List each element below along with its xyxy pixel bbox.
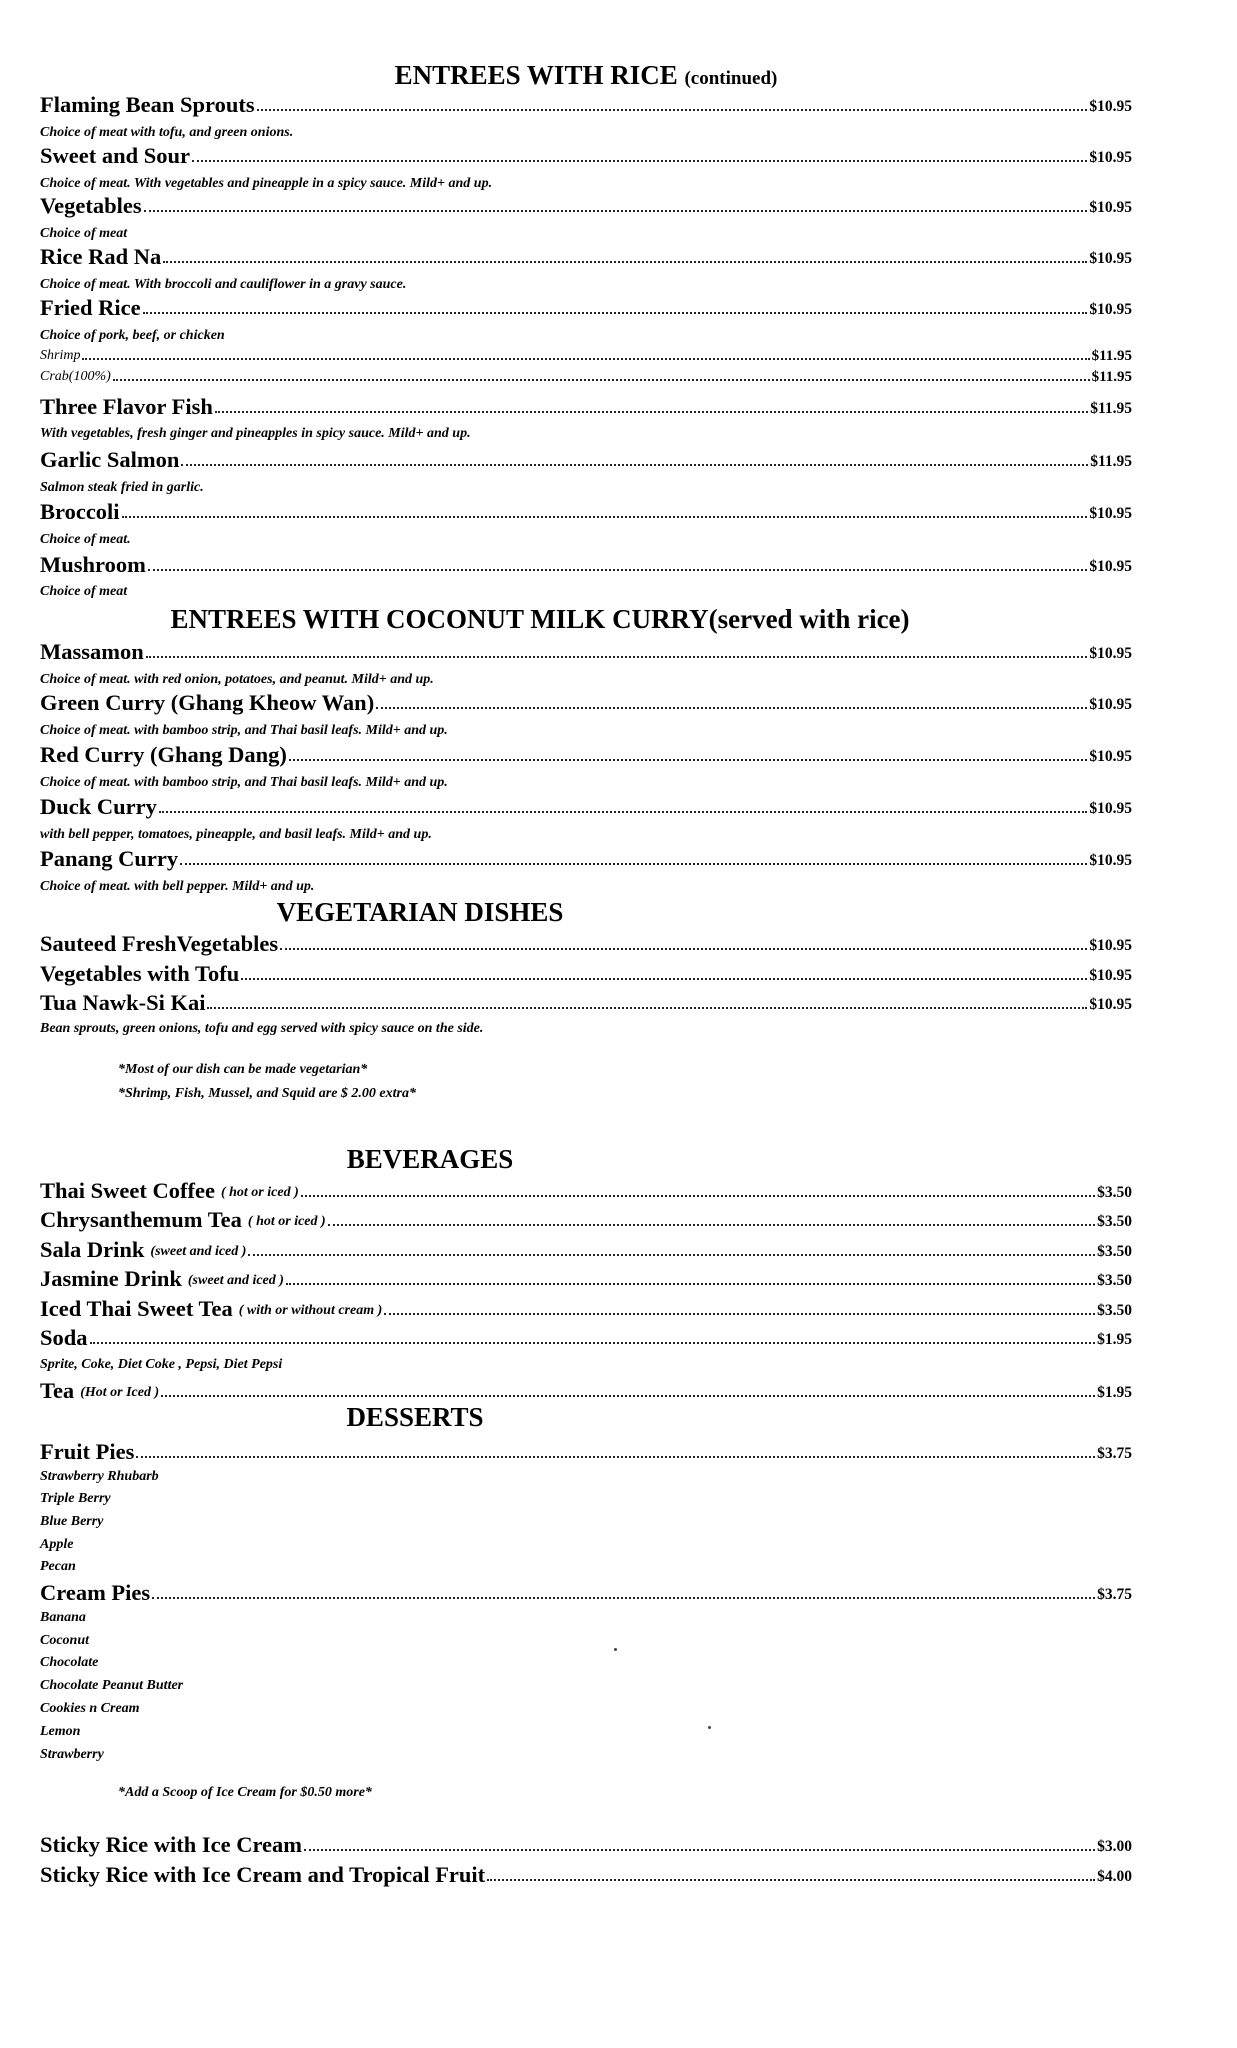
dot-leader xyxy=(181,463,1088,466)
dot-leader xyxy=(304,1848,1095,1851)
item-name: Vegetables xyxy=(40,193,142,218)
menu-item-rice-rad-na xyxy=(40,242,1132,270)
menu-item-sticky-rice-ice-cream xyxy=(40,1830,1132,1858)
menu-item-jasmine-drink xyxy=(40,1264,1132,1292)
item-description: Choice of meat. with bamboo strip, and Thai basil leafs. Mild+ and up. xyxy=(40,723,448,738)
menu-item-flaming-bean-sprouts xyxy=(40,90,1132,118)
item-name: Green Curry (Ghang Kheow Wan) xyxy=(40,690,375,715)
item-note: ( with or without cream ) xyxy=(238,1303,383,1318)
item-price: $3.50 xyxy=(1097,1184,1132,1201)
menu-item-sala-drink xyxy=(40,1235,1132,1263)
rice-heading-title: ENTREES WITH RICE xyxy=(394,60,678,90)
dot-leader xyxy=(180,862,1087,865)
menu-item-sauteed-fresh-vegetables xyxy=(40,929,1132,957)
dot-leader xyxy=(280,947,1087,950)
curry-section-heading: ENTREES WITH COCONUT MILK CURRY(served with rice) xyxy=(170,604,910,634)
item-name: Tua Nawk-Si Kai xyxy=(40,990,206,1015)
item-description: Salmon steak fried in garlic. xyxy=(40,480,204,495)
item-name: Duck Curry xyxy=(40,794,157,819)
dot-leader xyxy=(136,1455,1095,1458)
pie-variety: Strawberry Rhubarb xyxy=(40,1469,159,1484)
menu-item-tua-nawk-si-kai xyxy=(40,988,1132,1016)
pie-variety: Cookies n Cream xyxy=(40,1701,140,1716)
menu-item-green-curry xyxy=(40,688,1132,716)
item-price: $10.95 xyxy=(1089,505,1132,522)
item-note: (Hot or Iced ) xyxy=(80,1385,160,1400)
pie-variety: Chocolate Peanut Butter xyxy=(40,1678,184,1693)
dot-leader xyxy=(207,1006,1087,1009)
item-price: $10.95 xyxy=(1089,98,1132,115)
desserts-section-heading: DESSERTS xyxy=(346,1402,484,1432)
dot-leader xyxy=(163,260,1087,263)
item-price: $3.50 xyxy=(1097,1243,1132,1260)
menu-item-iced-thai-sweet-tea xyxy=(40,1294,1132,1322)
menu-item-thai-sweet-coffee xyxy=(40,1176,1132,1204)
item-price: $10.95 xyxy=(1089,645,1132,662)
dot-leader xyxy=(82,357,1089,360)
dot-leader xyxy=(113,378,1090,381)
item-price: $10.95 xyxy=(1089,748,1132,765)
item-name: Vegetables with Tofu xyxy=(40,961,240,986)
item-description: Choice of meat. with bamboo strip, and Thai basil leafs. Mild+ and up. xyxy=(40,775,448,790)
item-price: $11.95 xyxy=(1090,400,1132,417)
item-description: Choice of meat. With broccoli and cauliflower in a gravy sauce. xyxy=(40,277,407,292)
item-price: $1.95 xyxy=(1097,1331,1132,1348)
item-price: $10.95 xyxy=(1089,250,1132,267)
menu-item-cream-pies xyxy=(40,1578,1132,1606)
item-description: Choice of meat with tofu, and green onions. xyxy=(40,125,294,140)
pie-variety: Blue Berry xyxy=(40,1514,104,1529)
item-name: Cream Pies xyxy=(40,1580,151,1605)
pie-variety: Strawberry xyxy=(40,1747,104,1762)
option-name: Shrimp xyxy=(40,348,81,363)
vegetarian-note: *Most of our dish can be made vegetarian* xyxy=(118,1062,368,1077)
dot-leader xyxy=(148,568,1088,571)
item-description: With vegetables, fresh ginger and pineapples in spicy sauce. Mild+ and up. xyxy=(40,426,471,441)
item-price: $10.95 xyxy=(1089,937,1132,954)
menu-item-sweet-and-sour xyxy=(40,141,1132,169)
item-description: Choice of meat. With vegetables and pineapple in a spicy sauce. Mild+ and up. xyxy=(40,176,493,191)
item-price: $10.95 xyxy=(1089,852,1132,869)
item-price: $10.95 xyxy=(1089,996,1132,1013)
item-name: Red Curry (Ghang Dang) xyxy=(40,742,287,767)
item-description: Choice of meat. xyxy=(40,532,131,547)
item-note: ( hot or iced ) xyxy=(247,1214,326,1229)
scan-speck xyxy=(614,1648,617,1651)
item-name: Sticky Rice with Ice Cream xyxy=(40,1832,303,1857)
item-name: Sticky Rice with Ice Cream and Tropical Fruit xyxy=(40,1862,486,1887)
menu-item-chrysanthemum-tea xyxy=(40,1205,1132,1233)
item-note: (sweet and iced ) xyxy=(150,1244,247,1259)
pie-variety: Triple Berry xyxy=(40,1491,111,1506)
item-description: Choice of meat. with red onion, potatoes, and peanut. Mild+ and up. xyxy=(40,672,434,687)
item-name: Sala Drink xyxy=(40,1237,145,1262)
dot-leader xyxy=(248,1253,1095,1256)
item-name: Soda xyxy=(40,1325,88,1350)
item-description: with bell pepper, tomatoes, pineapple, and basil leafs. Mild+ and up. xyxy=(40,827,432,842)
item-price: $4.00 xyxy=(1097,1868,1132,1885)
pie-variety: Pecan xyxy=(40,1559,76,1574)
item-name: Garlic Salmon xyxy=(40,447,180,472)
menu-item-duck-curry xyxy=(40,792,1132,820)
menu-item-sticky-rice-ice-cream-tropical-fruit xyxy=(40,1860,1132,1888)
menu-item-tea xyxy=(40,1376,1132,1404)
menu-item-vegetables xyxy=(40,191,1132,219)
dot-leader xyxy=(257,108,1088,111)
dot-leader xyxy=(122,515,1088,518)
dot-leader xyxy=(152,1596,1095,1599)
item-price: $10.95 xyxy=(1089,149,1132,166)
item-description: Choice of meat. with bell pepper. Mild+ and up. xyxy=(40,879,315,894)
dot-leader xyxy=(215,410,1088,413)
item-name: Mushroom xyxy=(40,552,146,577)
menu-item-garlic-salmon xyxy=(40,445,1132,473)
scan-speck xyxy=(708,1726,711,1729)
menu-item-panang-curry xyxy=(40,844,1132,872)
dot-leader xyxy=(161,1394,1095,1397)
item-price: $10.95 xyxy=(1089,800,1132,817)
option-crab xyxy=(40,366,1132,386)
item-price: $10.95 xyxy=(1089,199,1132,216)
menu-item-massamon xyxy=(40,637,1132,665)
item-price: $3.00 xyxy=(1097,1838,1132,1855)
item-name: Fruit Pies xyxy=(40,1439,135,1464)
item-name: Fried Rice xyxy=(40,295,141,320)
dot-leader xyxy=(143,311,1088,314)
menu-item-soda xyxy=(40,1323,1132,1351)
option-price: $11.95 xyxy=(1091,369,1132,385)
dot-leader xyxy=(384,1312,1095,1315)
item-name: Iced Thai Sweet Tea xyxy=(40,1296,233,1321)
item-name: Jasmine Drink xyxy=(40,1266,182,1291)
item-price: $3.50 xyxy=(1097,1302,1132,1319)
menu-item-broccoli xyxy=(40,497,1132,525)
menu-item-fried-rice xyxy=(40,293,1132,321)
item-name: Three Flavor Fish xyxy=(40,394,213,419)
item-name: Massamon xyxy=(40,639,144,664)
ice-cream-note: *Add a Scoop of Ice Cream for $0.50 more* xyxy=(118,1785,372,1800)
item-name: Rice Rad Na xyxy=(40,244,162,269)
item-name: Sauteed FreshVegetables xyxy=(40,931,279,956)
dot-leader xyxy=(487,1878,1095,1881)
item-price: $1.95 xyxy=(1097,1384,1132,1401)
item-name: Tea xyxy=(40,1378,75,1403)
pie-variety: Coconut xyxy=(40,1633,90,1648)
dot-leader xyxy=(159,810,1088,813)
item-description: Sprite, Coke, Diet Coke , Pepsi, Diet Pepsi xyxy=(40,1357,283,1372)
dot-leader xyxy=(144,209,1088,212)
rice-section-heading xyxy=(40,60,1132,94)
menu-item-mushroom xyxy=(40,550,1132,578)
item-name: Chrysanthemum Tea xyxy=(40,1207,242,1232)
dot-leader xyxy=(301,1194,1095,1197)
item-price: $10.95 xyxy=(1089,696,1132,713)
dot-leader xyxy=(289,758,1087,761)
item-price: $10.95 xyxy=(1089,558,1132,575)
dot-leader xyxy=(146,655,1088,658)
item-name: Sweet and Sour xyxy=(40,143,191,168)
pie-variety: Apple xyxy=(40,1537,74,1552)
dot-leader xyxy=(90,1341,1096,1344)
item-description: Choice of pork, beef, or chicken xyxy=(40,328,225,343)
item-name: Thai Sweet Coffee xyxy=(40,1178,215,1203)
item-price: $3.75 xyxy=(1097,1586,1132,1603)
item-description: Bean sprouts, green onions, tofu and egg served with spicy sauce on the side. xyxy=(40,1021,484,1036)
item-note: (sweet and iced ) xyxy=(187,1273,284,1288)
dot-leader xyxy=(328,1223,1095,1226)
menu-item-vegetables-with-tofu xyxy=(40,959,1132,987)
dot-leader xyxy=(241,977,1087,980)
pie-variety: Chocolate xyxy=(40,1655,99,1670)
item-price: $3.50 xyxy=(1097,1272,1132,1289)
dot-leader xyxy=(286,1282,1095,1285)
option-shrimp xyxy=(40,345,1132,365)
pie-variety: Banana xyxy=(40,1610,86,1625)
item-price: $11.95 xyxy=(1090,453,1132,470)
dot-leader xyxy=(376,706,1087,709)
menu-item-three-flavor-fish xyxy=(40,392,1132,420)
extra-charge-note: *Shrimp, Fish, Mussel, and Squid are $ 2.00 extra* xyxy=(118,1086,416,1101)
dot-leader xyxy=(192,159,1087,162)
item-price: $10.95 xyxy=(1089,301,1132,318)
option-name: Crab(100%) xyxy=(40,369,111,384)
item-name: Broccoli xyxy=(40,499,120,524)
menu-item-red-curry xyxy=(40,740,1132,768)
item-price: $10.95 xyxy=(1089,967,1132,984)
option-price: $11.95 xyxy=(1091,348,1132,364)
item-name: Flaming Bean Sprouts xyxy=(40,92,255,117)
beverages-section-heading: BEVERAGES xyxy=(346,1144,514,1174)
rice-heading-suffix: (continued) xyxy=(684,68,778,89)
item-price: $3.75 xyxy=(1097,1445,1132,1462)
menu-item-fruit-pies xyxy=(40,1437,1132,1465)
item-description: Choice of meat xyxy=(40,584,128,599)
pie-variety: Lemon xyxy=(40,1724,81,1739)
item-price: $3.50 xyxy=(1097,1213,1132,1230)
item-description: Choice of meat xyxy=(40,226,128,241)
vegetarian-section-heading: VEGETARIAN DISHES xyxy=(276,897,564,927)
item-note: ( hot or iced ) xyxy=(220,1185,299,1200)
item-name: Panang Curry xyxy=(40,846,179,871)
